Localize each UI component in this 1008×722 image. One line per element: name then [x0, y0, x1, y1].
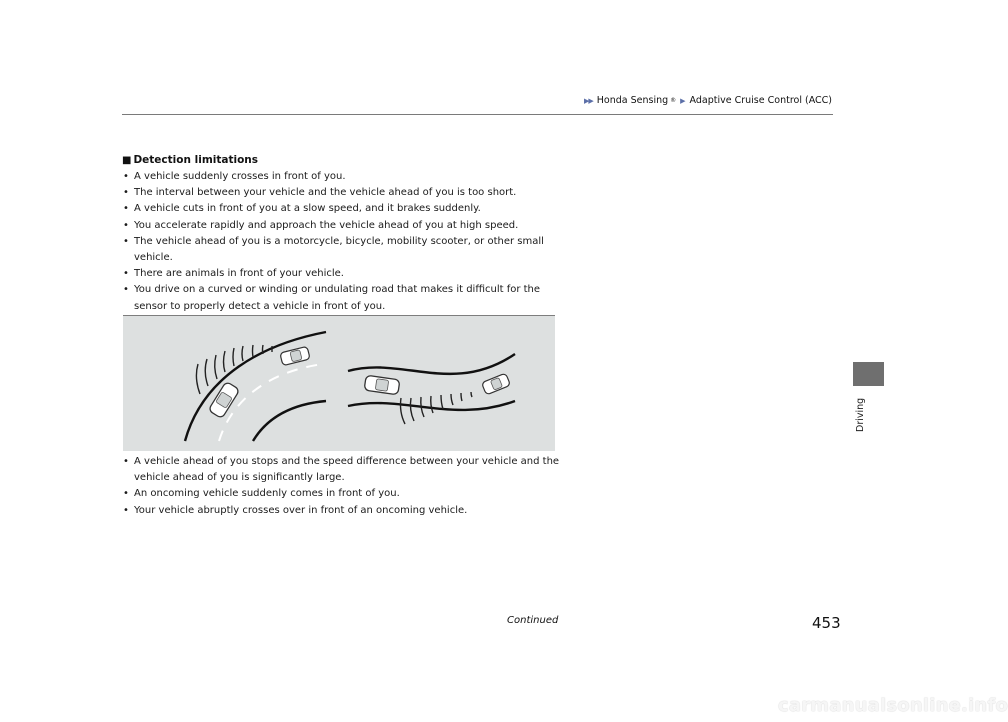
car-own-right	[364, 375, 400, 395]
car-target-right	[482, 373, 511, 395]
curved-road-illustration	[123, 315, 555, 451]
additional-limitations-list	[122, 454, 562, 519]
list-item: • The vehicle ahead of you is a motorcycle, bicycle, mobility scooter, or other small vehicle.	[122, 234, 562, 266]
detection-limitations-list	[122, 169, 562, 315]
road-edge-inner	[253, 401, 326, 441]
list-item: • There are animals in front of your vehicle.	[122, 266, 562, 282]
watermark: carmanualsonline.info	[778, 695, 1008, 716]
breadcrumb	[0, 95, 832, 106]
chapter-tab-label: Driving	[855, 397, 866, 432]
section-title	[122, 154, 258, 166]
arrow-icon: ▶	[680, 96, 686, 105]
breadcrumb-item-honda-sensing[interactable]: Honda Sensing	[596, 95, 669, 106]
section-title-text: Detection limitations	[133, 154, 259, 166]
double-arrow-icon: ▶▶	[583, 96, 593, 105]
list-item: • You drive on a curved or winding or undulating road that makes it difficult for the sensor to properly detect a vehicle in front of you.	[122, 282, 562, 314]
car-target-left	[280, 346, 310, 365]
road-diagram	[123, 316, 555, 451]
list-item: • A vehicle ahead of you stops and the speed difference between your vehicle and the vehicle ahead of you is significantly large.	[122, 454, 562, 486]
header-divider	[122, 114, 833, 115]
list-item: • A vehicle cuts in front of you at a slow speed, and it brakes suddenly.	[122, 201, 562, 217]
list-item: • The interval between your vehicle and the vehicle ahead of you is too short.	[122, 185, 562, 201]
breadcrumb-item-acc[interactable]: Adaptive Cruise Control (ACC)	[689, 95, 832, 106]
car-own-left	[208, 381, 240, 418]
square-bullet-icon: ■	[122, 155, 132, 166]
lane-marking-left	[219, 364, 323, 441]
list-item: • A vehicle suddenly crosses in front of you.	[122, 169, 562, 185]
registered-mark: ®	[670, 97, 677, 104]
page-number: 453	[812, 614, 841, 632]
road-edge-upper	[348, 354, 515, 374]
chapter-tab-marker[interactable]	[853, 362, 884, 386]
list-item: • You accelerate rapidly and approach the vehicle ahead of you at high speed.	[122, 218, 562, 234]
list-item: • Your vehicle abruptly crosses over in front of an oncoming vehicle.	[122, 503, 562, 519]
continued-label: Continued	[507, 615, 559, 626]
list-item: • An oncoming vehicle suddenly comes in front of you.	[122, 486, 562, 502]
